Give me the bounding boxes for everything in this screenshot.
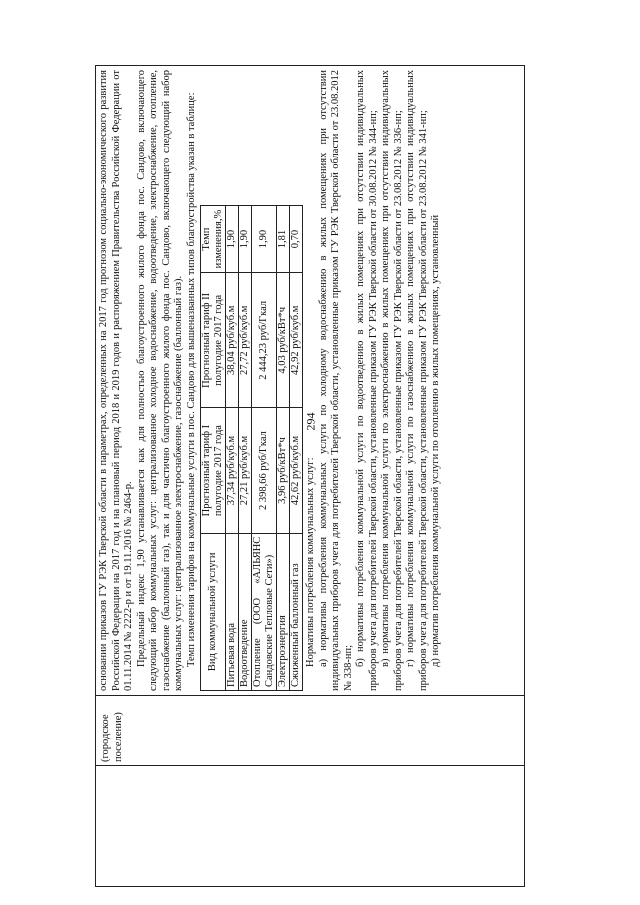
- cell-tariff-h1: 37,34 руб/куб.м: [226, 408, 239, 533]
- cell-tariff-h2: 27,72 руб/куб.м: [239, 273, 252, 408]
- header-tariff-h2: Прогнозный тариф II полугодие 2017 года: [201, 273, 226, 408]
- page-number: 294: [303, 412, 318, 431]
- table-row: [290, 206, 303, 691]
- table-row: [277, 206, 290, 691]
- empty-column: [96, 765, 524, 886]
- paragraph-basis: основании приказов ГУ РЭК Тверской области в параметрах, определенных на 2017 год прогнозом социально-экономического развития Российской Федерации на 2017 год и на плановый период 2018 и 2019 годов и распоряжением Правительства Российской Федерации от 01.11.2014 № 2222-р и от 19.11.2016 № 2464-р.: [98, 70, 134, 691]
- document-table: [95, 65, 525, 887]
- header-service: Вид коммунальной услуги: [201, 533, 226, 690]
- header-tariff-h1: Прогнозный тариф I полугодие 2017 года: [201, 408, 226, 533]
- table-row: [252, 206, 277, 691]
- norm-item-d: г) нормативы потребления коммунальной услуги по газоснабжению в жилых помещениях при отсутствии индивидуальных приборов учета для потребителей Тверской области, установленные приказом ГУ РЭК Тверской области от 23.08.2012 № 341-нп;: [405, 70, 429, 691]
- cell-rate: 1,81: [277, 206, 290, 273]
- settlement-cell: (городское поселение): [96, 695, 524, 765]
- norm-item-b: б) нормативы потребления коммунальной услуги по водоотведению в жилых помещениях при отсутствии индивидуальных приборов учета для потребителей Тверской области, установленные приказом ГУ РЭК Тверской области от 30.08.2012 № 344-нп;: [355, 70, 379, 691]
- cell-rate: 1,90: [252, 206, 277, 273]
- table-row: [239, 206, 252, 691]
- paragraph-rate-intro: Темп изменения тарифов на коммунальные услуги в пос. Сандово для вышеназванных типов благоустройства указан в таблице:: [185, 92, 197, 667]
- paragraph-index: Предельный индекс 1,90 устанавливается как для полностью благоустроенного жилого фонда пос. Сандово, включающего следующий набор коммунальных услуг: централизованное холодное водоснабжение, водоотведение, электроснабжение, отопление, газоснабжение (баллонный газ), так и для частично благоустроенного жилого фонда пос. Сандово, включающего следующий набор коммунальных услуг: централизованное электроснабжение, газоснабжение (баллонный газ).: [135, 70, 184, 691]
- cell-rate: 1,90: [226, 206, 239, 273]
- table-row: [226, 206, 239, 691]
- header-rate: Темп изменения,%: [201, 206, 226, 273]
- cell-tariff-h2: 2 444,23 руб/Гкал: [252, 273, 277, 408]
- cell-rate: 0,70: [290, 206, 303, 273]
- cell-tariff-h1: 27,21 руб/куб.м: [239, 408, 252, 533]
- cell-tariff-h2: 38,04 руб/куб.м: [226, 273, 239, 408]
- cell-tariff-h1: 42,62 руб/куб.м: [290, 408, 303, 533]
- norm-item-a: а) нормативы потребления коммунальных услуги по холодному водоснабжению в жилых помещениях при отсутствии индивидуальных приборов учета для потребителей Тверской области, установленные приказом ГУ РЭК Тверской области от 23.08.2012 № 338-нп;: [317, 70, 354, 691]
- cell-service: Сжиженный баллонный газ: [290, 533, 303, 690]
- cell-tariff-h1: 3,96 руб/кВт*ч: [277, 408, 290, 533]
- cell-service: Питьевая вода: [226, 533, 239, 690]
- cell-service: Электроэнергия: [277, 533, 290, 690]
- content-cell: [96, 66, 524, 695]
- tariff-table: [200, 205, 303, 691]
- cell-tariff-h2: 42,92 руб/куб.м: [290, 273, 303, 408]
- norm-item-e: д) норматив потребления коммунальной услуги по отоплению в жилых помещениях, установленный: [430, 214, 441, 667]
- norm-item-c: в) нормативы потребления коммунальной услуги по электроснабжению в жилых помещениях при отсутствии индивидуальных приборов учета для потребителей Тверской области, установленные приказом ГУ РЭК Тверской области от 23.08.2012 № 336-нп;: [380, 70, 404, 691]
- cell-service: Водоотведение: [239, 533, 252, 690]
- cell-rate: 1,90: [239, 206, 252, 273]
- tariff-table-header: [201, 206, 226, 691]
- cell-tariff-h2: 4,03 руб/кВт*ч: [277, 273, 290, 408]
- cell-tariff-h1: 2 398,66 руб/Гкал: [252, 408, 277, 533]
- cell-service: Отопление (ООО «АЛЬЯНС Сандовские Тепловые Сети»): [252, 533, 277, 690]
- norms-intro: Нормативы потребления коммунальных услуг:: [305, 457, 316, 667]
